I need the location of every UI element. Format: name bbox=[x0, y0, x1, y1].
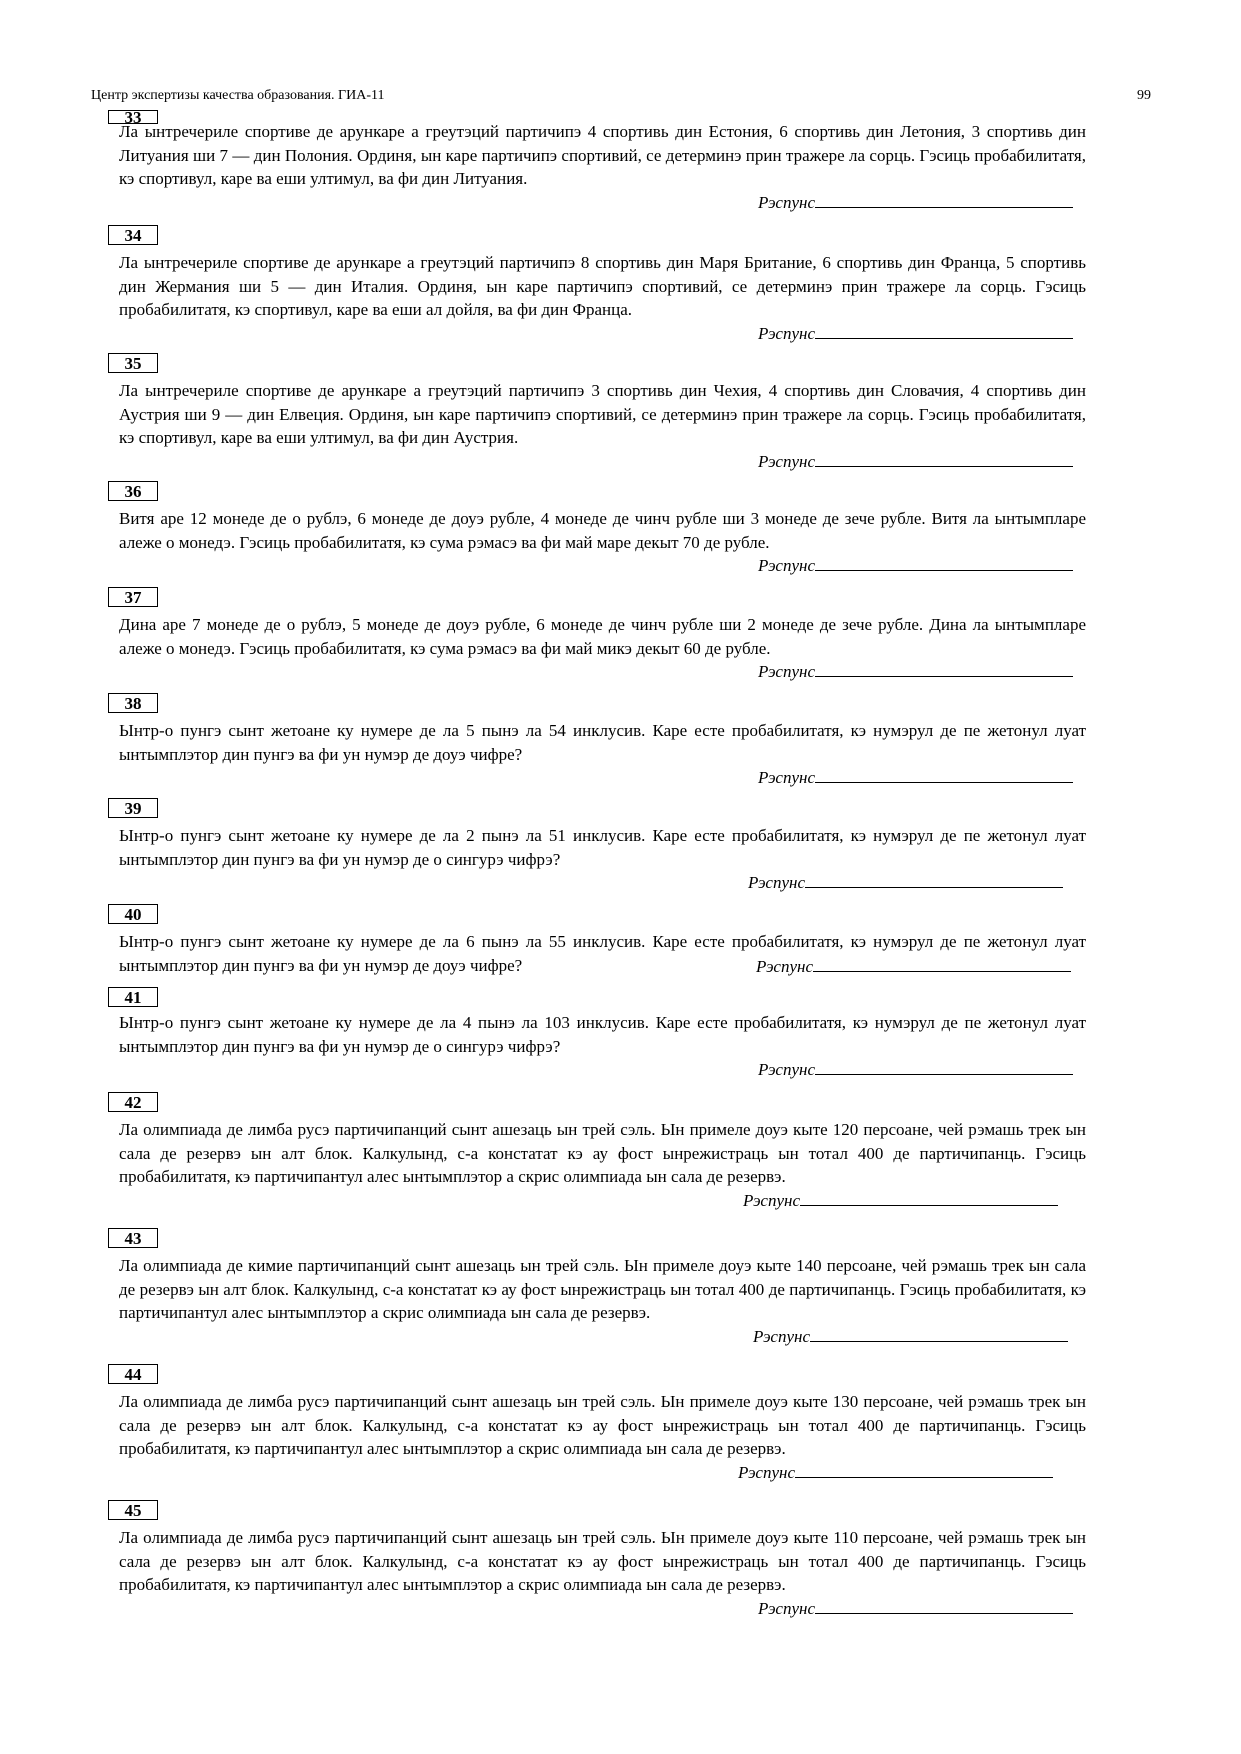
task-number: 41 bbox=[108, 987, 158, 1007]
answer-line[interactable] bbox=[805, 870, 1063, 888]
answer-line[interactable] bbox=[813, 954, 1071, 972]
task-number: 44 bbox=[108, 1364, 158, 1384]
task-number: 38 bbox=[108, 693, 158, 713]
answer-field[interactable] bbox=[758, 765, 1073, 789]
task-text: Ла олимпиада де кимие партичипанций сынт ашезаць ын трей сэль. Ын примеле доуэ кыте 140 персоане, чей рэмашь трек ын сала де резервэ ын алт блок. Калкулынд, с-а констатат кэ ау фост ынрежистраць ын тотал 400 де партичипанць. Гэсиць пробабилитатя, кэ партичипантул алес ынтымплэтор а скрис олимпиада ын сала де резервэ. bbox=[119, 1256, 1086, 1322]
answer-line[interactable] bbox=[815, 553, 1073, 571]
answer-line[interactable] bbox=[815, 765, 1073, 783]
task-text: Дина аре 7 монеде де о рублэ, 5 монеде де доуэ рубле, 6 монеде де чинч рубле ши 2 монеде де зече рубле. Дина ла ынтымпларе алеже о монедэ. Гэсиць пробабилитатя, кэ сума рэмасэ ва фи май микэ декыт 60 де рубле. bbox=[119, 615, 1086, 658]
answer-field[interactable] bbox=[758, 190, 1073, 214]
page-number: 99 bbox=[1137, 88, 1151, 103]
task-text: Витя аре 12 монеде де о рублэ, 6 монеде де доуэ рубле, 4 монеде де чинч рубле ши 3 монеде де зече рубле. Витя ла ынтымпларе алеже о монедэ. Гэсиць пробабилитатя, кэ сума рэмасэ ва фи май маре декыт 70 де рубле. bbox=[119, 509, 1086, 552]
task-number: 35 bbox=[108, 353, 158, 373]
answer-field[interactable] bbox=[758, 449, 1073, 473]
task-number: 33 bbox=[108, 110, 158, 124]
answer-line[interactable] bbox=[815, 449, 1073, 467]
task-text: Ынтр-о пунгэ сынт жетоане ку нумере де ла 6 пынэ ла 55 инклусив. Каре есте пробабилитатя, кэ нумэрул де пе жетонул луат ынтымплэтор дин пунгэ ва фи ун нумэр де доуэ чифре? bbox=[119, 932, 1086, 975]
answer-field[interactable] bbox=[753, 1324, 1068, 1348]
task-number: 45 bbox=[108, 1500, 158, 1520]
answer-label: Рэспунс bbox=[738, 1463, 795, 1482]
task-text: Ынтр-о пунгэ сынт жетоане ку нумере де ла 5 пынэ ла 54 инклусив. Каре есте пробабилитатя, кэ нумэрул де пе жетонул луат ынтымплэтор дин пунгэ ва фи ун нумэр де доуэ чифре? bbox=[119, 721, 1086, 764]
answer-label: Рэспунс bbox=[758, 768, 815, 787]
answer-label: Рэспунс bbox=[743, 1191, 800, 1210]
task-text: Ла олимпиада де лимба русэ партичипанций сынт ашезаць ын трей сэль. Ын примеле доуэ кыте 130 персоане, чей рэмашь трек ын сала де резервэ ын алт блок. Калкулынд, с-а констатат кэ ау фост ынрежистраць ын тотал 400 де партичипанць. Гэсиць пробабилитатя, кэ партичипантул алес ынтымплэтор а скрис олимпиада ын сала де резервэ. bbox=[119, 1392, 1086, 1458]
answer-line[interactable] bbox=[795, 1460, 1053, 1478]
task-text: Ынтр-о пунгэ сынт жетоане ку нумере де ла 2 пынэ ла 51 инклусив. Каре есте пробабилитатя, кэ нумэрул де пе жетонул луат ынтымплэтор дин пунгэ ва фи ун нумэр де о сингурэ чифрэ? bbox=[119, 826, 1086, 869]
answer-line[interactable] bbox=[815, 1057, 1073, 1075]
task-text: Ла ынтречериле спортиве де арункаре а греутэций партичипэ 8 спортивь дин Маря Британие, 6 спортивь дин Франца, 5 спортивь дин Жермания ши 5 — дин Италия. Ординя, ын каре партичипэ спортивий, се детерминэ прин тражере ла сорць. Гэсиць пробабилитатя, кэ спортивул, каре ва еши ал дойля, ва фи дин Франца. bbox=[119, 253, 1086, 319]
answer-field[interactable] bbox=[758, 321, 1073, 345]
task-number: 36 bbox=[108, 481, 158, 501]
answer-line[interactable] bbox=[815, 659, 1073, 677]
page-header bbox=[91, 88, 1151, 108]
task-number: 40 bbox=[108, 904, 158, 924]
task-number: 42 bbox=[108, 1092, 158, 1112]
answer-label: Рэспунс bbox=[748, 873, 805, 892]
answer-field[interactable] bbox=[758, 659, 1073, 683]
answer-field[interactable] bbox=[756, 954, 1071, 978]
answer-label: Рэспунс bbox=[758, 556, 815, 575]
answer-line[interactable] bbox=[815, 190, 1073, 208]
answer-label: Рэспунс bbox=[758, 324, 815, 343]
answer-label: Рэспунс bbox=[758, 193, 815, 212]
answer-line[interactable] bbox=[815, 1596, 1073, 1614]
task-text: Ла ынтречериле спортиве де арункаре а греутэций партичипэ 4 спортивь дин Естония, 6 спортивь дин Летония, 3 спортивь дин Литуания ши 7 — дин Полония. Ординя, ын каре партичипэ спортивий, се детерминэ прин тражере ла сорць. Гэсиць пробабилитатя, кэ спортивул, каре ва еши ултимул, ва фи дин Литуания. bbox=[119, 122, 1086, 188]
task-number: 39 bbox=[108, 798, 158, 818]
answer-label: Рэспунс bbox=[758, 452, 815, 471]
header-title: Центр экспертизы качества образования. ГИА-11 bbox=[91, 88, 385, 103]
task-number: 34 bbox=[108, 225, 158, 245]
answer-line[interactable] bbox=[800, 1188, 1058, 1206]
answer-line[interactable] bbox=[815, 321, 1073, 339]
answer-line[interactable] bbox=[810, 1324, 1068, 1342]
answer-field[interactable] bbox=[758, 553, 1073, 577]
answer-label: Рэспунс bbox=[758, 662, 815, 681]
task-text: Ла олимпиада де лимба русэ партичипанций сынт ашезаць ын трей сэль. Ын примеле доуэ кыте 110 персоане, чей рэмашь трек ын сала де резервэ ын алт блок. Калкулынд, с-а констатат кэ ау фост ынрежистраць ын тотал 400 де партичипанць. Гэсиць пробабилитатя, кэ партичипантул алес ынтымплэтор а скрис олимпиада ын сала де резервэ. bbox=[119, 1528, 1086, 1594]
answer-label: Рэспунс bbox=[758, 1060, 815, 1079]
answer-field[interactable] bbox=[738, 1460, 1053, 1484]
answer-label: Рэспунс bbox=[758, 1599, 815, 1618]
task-text: Ынтр-о пунгэ сынт жетоане ку нумере де ла 4 пынэ ла 103 инклусив. Каре есте пробабилитатя, кэ нумэрул де пе жетонул луат ынтымплэтор дин пунгэ ва фи ун нумэр де о сингурэ чифрэ? bbox=[119, 1013, 1086, 1056]
answer-label: Рэспунс bbox=[756, 957, 813, 976]
answer-label: Рэспунс bbox=[753, 1327, 810, 1346]
answer-field[interactable] bbox=[758, 1596, 1073, 1620]
task-number: 37 bbox=[108, 587, 158, 607]
task-text: Ла олимпиада де лимба русэ партичипанций сынт ашезаць ын трей сэль. Ын примеле доуэ кыте 120 персоане, чей рэмашь трек ын сала де резервэ ын алт блок. Калкулынд, с-а констатат кэ ау фост ынрежистраць ын тотал 400 де партичипанць. Гэсиць пробабилитатя, кэ партичипантул алес ынтымплэтор а скрис олимпиада ын сала де резервэ. bbox=[119, 1120, 1086, 1186]
answer-field[interactable] bbox=[743, 1188, 1058, 1212]
task-number: 43 bbox=[108, 1228, 158, 1248]
task-text: Ла ынтречериле спортиве де арункаре а греутэций партичипэ 3 спортивь дин Чехия, 4 спортивь дин Словачия, 4 спортивь дин Аустрия ши 9 — дин Елвеция. Ординя, ын каре партичипэ спортивий, се детерминэ прин тражере ла сорць. Гэсиць пробабилитатя, кэ спортивул, каре ва еши ултимул, ва фи дин Аустрия. bbox=[119, 381, 1086, 447]
answer-field[interactable] bbox=[758, 1057, 1073, 1081]
answer-field[interactable] bbox=[748, 870, 1063, 894]
